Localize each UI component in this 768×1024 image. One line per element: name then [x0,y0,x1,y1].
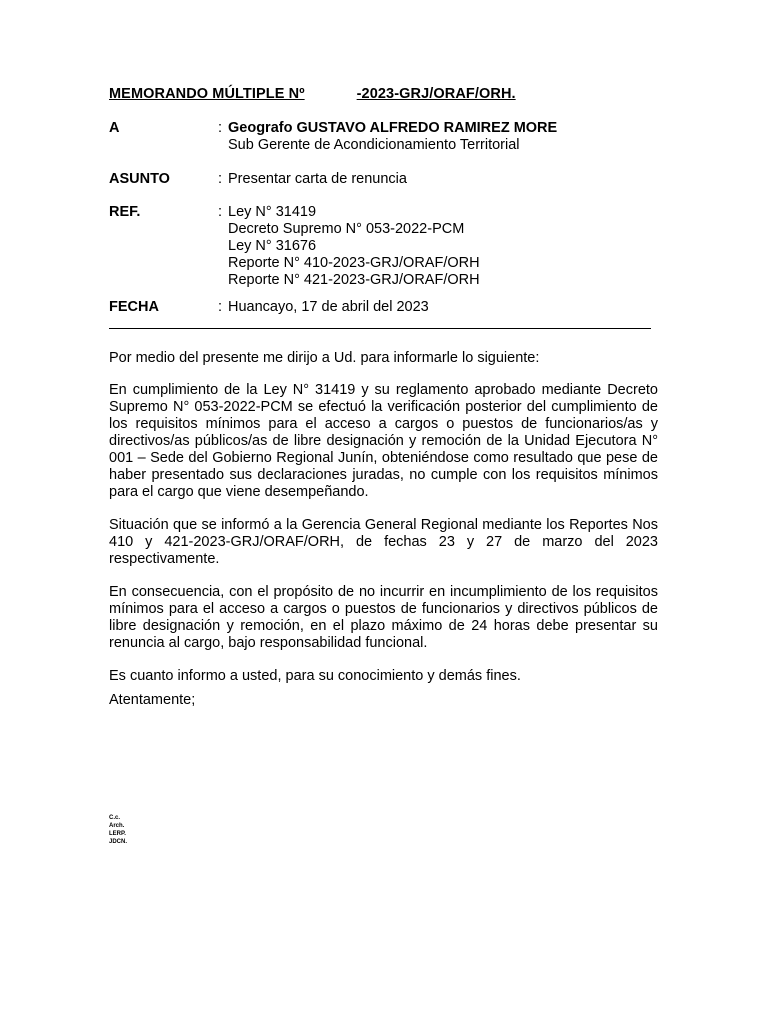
to-colon: : [218,120,223,136]
ref-colon: : [218,204,223,220]
paragraph-1: En cumplimiento de la Ley N° 31419 y su reglamento aprobado mediante Decreto Supremo N° 053-2022-PCM se efectuó la verificación posterior del cumplimiento de los requisitos mínimos para el acceso a cargos o puestos de funcionarios/as y directivos/as públicos/as de libre designación y remoción de la Unidad Ejecutora N° 001 – Sede del Gobierno Regional Junín, obteniéndose como resultado que pese de haber presentado sus declaraciones juradas, no cumple con los requisitos mínimos para el cargo que viene desempeñando. [109,382,658,500]
signoff: Atentamente; [109,692,196,708]
recipient-name: Geografo GUSTAVO ALFREDO RAMIREZ MORE [228,120,558,136]
copy-item: JDCN. [109,839,128,845]
ref-item: Ley N° 31419 [228,204,317,220]
paragraph-2: Situación que se informó a la Gerencia General Regional mediante los Reportes Nos 410 y 421-2023-GRJ/ORAF/ORH, de fechas 23 y 27 de marzo del 2023 respectivamente. [109,517,658,567]
memo-title-left: MEMORANDO MÚLTIPLE Nº [109,86,305,102]
subject-lines [228,171,407,188]
subject-label: ASUNTO [109,171,170,187]
date-value: Huancayo, 17 de abril del 2023 [228,299,429,315]
ref-item: Decreto Supremo N° 053-2022-PCM [228,221,465,237]
ref-item: Reporte N° 421-2023-GRJ/ORAF/ORH [228,272,480,288]
header-divider [109,328,651,329]
recipient-position: Sub Gerente de Acondicionamiento Territorial [228,137,520,153]
to-lines [228,120,557,154]
to-label: A [109,120,120,136]
copies-list [109,814,127,846]
closing-paragraph: Es cuanto informo a usted, para su conocimiento y demás fines. [109,668,521,684]
memo-title-right: -2023-GRJ/ORAF/ORH. [356,86,516,102]
ref-item: Reporte N° 410-2023-GRJ/ORAF/ORH [228,255,480,271]
date-lines [228,299,429,316]
copy-item: LERP. [109,831,126,837]
subject-colon: : [218,171,223,187]
memo-title [109,86,516,102]
intro-paragraph: Por medio del presente me dirijo a Ud. para informarle lo siguiente: [109,350,540,366]
ref-list [228,204,480,289]
subject-value: Presentar carta de renuncia [228,171,407,187]
date-label: FECHA [109,299,159,315]
copy-item: C.c. [109,815,121,821]
ref-label: REF. [109,204,141,220]
copy-item: Arch. [109,823,125,829]
date-colon: : [218,299,223,315]
ref-item: Ley N° 31676 [228,238,317,254]
paragraph-3: En consecuencia, con el propósito de no incurrir en incumplimiento de los requisitos mínimos para el acceso a cargos o puestos de funcionarios y directivos públicos de libre designación y remoción, en el plazo máximo de 24 horas debe presentar su renuncia al cargo, bajo responsabilidad funcional. [109,584,658,651]
